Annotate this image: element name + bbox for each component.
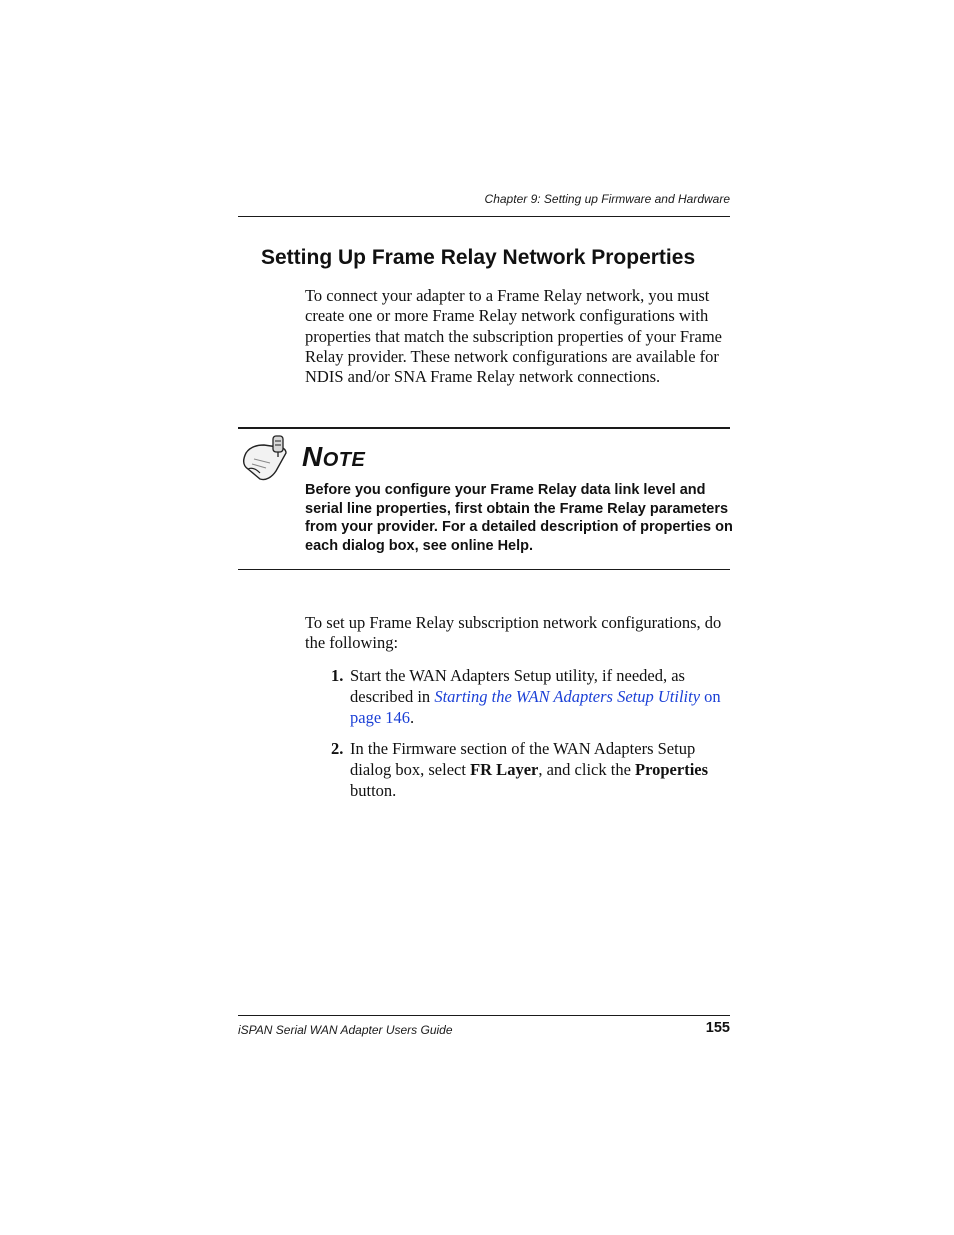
intro-paragraph: To connect your adapter to a Frame Relay network, you must create one or more Frame Relay network configurations with properties that match the subscription properties of your Frame Relay provider. These network configurations are available for NDIS and/or SNA Frame Relay network connections. xyxy=(305,286,722,387)
procedure-lead-in: To set up Frame Relay subscription network configurations, do the following: xyxy=(305,613,722,653)
footer-book-title: iSPAN Serial WAN Adapter Users Guide xyxy=(238,1023,453,1037)
ui-term-properties: Properties xyxy=(635,759,709,779)
footer-rule xyxy=(238,1015,730,1016)
step-text-start: Start the WAN Adapters Setup utility, if needed, as described in xyxy=(350,666,685,706)
section-heading: Setting Up Frame Relay Network Properties xyxy=(261,246,696,269)
step-text-middle: , and click the xyxy=(538,759,636,779)
running-header: Chapter 9: Setting up Firmware and Hardware xyxy=(484,192,730,206)
step-number: 2. xyxy=(331,739,344,758)
link-page-ref: on page 146 xyxy=(350,686,721,727)
step-text xyxy=(350,666,730,728)
note-title xyxy=(302,441,365,473)
header-rule xyxy=(238,216,730,217)
note-title-initial: N xyxy=(302,441,323,472)
step-2 xyxy=(305,739,730,801)
step-text xyxy=(350,739,730,801)
step-text-end: . xyxy=(410,707,415,727)
note-body: Before you configure your Frame Relay data link level and serial line properties, first obtain the Frame Relay parameters from your provider. For a detailed description of properties on each dialog box, see online Help. xyxy=(305,482,733,555)
note-title-rest: OTE xyxy=(322,449,366,471)
step-text-end: button. xyxy=(350,780,397,800)
link-title: Starting the WAN Adapters Setup Utility xyxy=(434,686,701,706)
note-bottom-rule xyxy=(238,569,730,570)
step-number: 1. xyxy=(331,666,344,685)
ui-term-fr-layer: FR Layer xyxy=(470,759,539,779)
footer-page-number: 155 xyxy=(705,1020,730,1036)
note-top-rule xyxy=(238,427,730,429)
note-paper-icon xyxy=(240,433,292,481)
step-text-start: In the Firmware section of the WAN Adapters Setup dialog box, select xyxy=(350,739,696,779)
step-1 xyxy=(305,666,730,728)
